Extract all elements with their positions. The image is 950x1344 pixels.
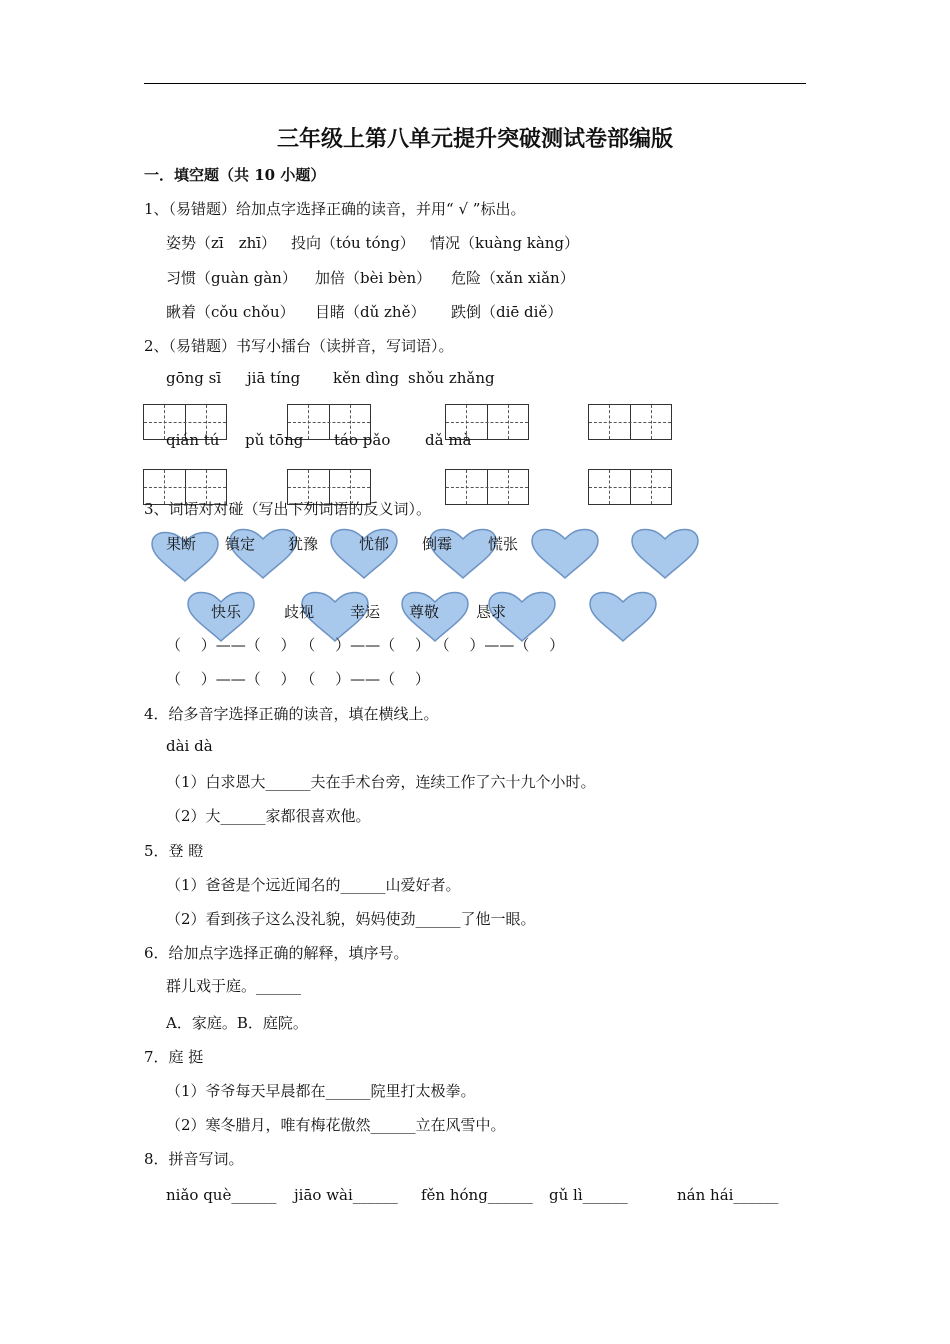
q4-pinyin: dài dà <box>166 737 213 755</box>
q1-item: 情况（kuàng kàng） <box>430 234 580 252</box>
q1-item: 加倍（bèi bèn） <box>315 269 432 287</box>
q5-sentence[interactable]: （2）看到孩子这么没礼貌，妈妈使劲______了他一眼。 <box>166 910 536 928</box>
antonym-word: 快乐 <box>211 603 242 621</box>
q8-item[interactable]: gǔ lì______ <box>549 1186 628 1204</box>
q6-options: A．家庭。B．庭院。 <box>166 1014 308 1032</box>
q1-item: 瞅着（cǒu chǒu） <box>166 303 295 321</box>
q2-pinyin: gōng sī <box>166 369 222 387</box>
q3-stem: 3、词语对对碰（写出下列词语的反义词）。 <box>144 500 432 518</box>
q2-pinyin: kěn dìng <box>333 369 400 387</box>
q4-sentence[interactable]: （1）白求恩大______夫在手术台旁，连续工作了六十九个小时。 <box>166 773 596 791</box>
q7-sentence[interactable]: （1）爷爷每天早晨都在______院里打太极拳。 <box>166 1082 476 1100</box>
q2-pinyin: qián tú <box>166 431 220 449</box>
writing-grid[interactable] <box>445 469 529 505</box>
q2-stem: 2、（易错题）书写小擂台（读拼音，写词语）。 <box>144 337 454 355</box>
antonym-word: 幸运 <box>350 603 381 621</box>
q1-item: 跌倒（diē diě） <box>451 303 563 321</box>
q2-pinyin: táo pǎo <box>334 431 391 449</box>
q8-stem: 8．拼音写词。 <box>144 1150 244 1168</box>
q1-stem: 1、（易错题）给加点字选择正确的读音，并用“ √ ”标出。 <box>144 200 526 218</box>
q5-sentence[interactable]: （1）爸爸是个远近闻名的______山爱好者。 <box>166 876 461 894</box>
q5-stem: 5．登 瞪 <box>144 842 204 860</box>
page-title: 三年级上第八单元提升突破测试卷部编版 <box>276 126 673 152</box>
q2-pinyin: dǎ mà <box>425 431 472 449</box>
q8-item[interactable]: jiāo wài______ <box>294 1186 398 1204</box>
q8-item[interactable]: nán hái______ <box>677 1186 779 1204</box>
antonym-word: 忧郁 <box>359 535 390 553</box>
q4-stem: 4．给多音字选择正确的读音，填在横线上。 <box>144 705 439 723</box>
heart-shape <box>588 589 658 643</box>
q8-item[interactable]: fěn hóng______ <box>421 1186 533 1204</box>
antonym-word: 慌张 <box>488 535 519 553</box>
antonym-blanks[interactable]: （ ）——（ ） （ ）——（ ） （ ）——（ ） <box>166 636 565 654</box>
q7-sentence[interactable]: （2）寒冬腊月，唯有梅花傲然______立在风雪中。 <box>166 1116 506 1134</box>
heart-shape <box>630 526 700 580</box>
antonym-blanks[interactable]: （ ）——（ ） （ ）——（ ） <box>166 670 430 688</box>
q8-item[interactable]: niǎo què______ <box>166 1186 277 1204</box>
antonym-word: 果断 <box>166 535 197 553</box>
heart-shape <box>530 526 600 580</box>
q1-item: 姿势（zī zhī） <box>166 234 277 252</box>
antonym-word: 恳求 <box>476 603 507 621</box>
antonym-word: 倒霉 <box>422 535 453 553</box>
q1-item: 投向（tóu tóng） <box>291 234 415 252</box>
q6-stem: 6．给加点字选择正确的解释，填序号。 <box>144 944 409 962</box>
q2-pinyin: jiā tíng <box>247 369 301 387</box>
q2-pinyin: pǔ tōng <box>245 431 304 449</box>
writing-grid[interactable] <box>588 404 672 440</box>
top-rule <box>144 83 806 84</box>
q7-stem: 7．庭 挺 <box>144 1048 204 1066</box>
antonym-word: 镇定 <box>225 535 256 553</box>
q4-sentence[interactable]: （2）大______家都很喜欢他。 <box>166 807 371 825</box>
q1-item: 目睹（dǔ zhě） <box>315 303 426 321</box>
q1-item: 习惯（guàn gàn） <box>166 269 297 287</box>
q6-sentence[interactable]: 群儿戏于庭。______ <box>166 977 302 995</box>
writing-grid[interactable] <box>588 469 672 505</box>
antonym-word: 歧视 <box>284 603 315 621</box>
section-heading: 一．填空题（共 10 小题） <box>144 166 326 184</box>
antonym-word: 犹豫 <box>288 535 319 553</box>
antonym-word: 尊敬 <box>409 603 440 621</box>
q1-item: 危险（xǎn xiǎn） <box>451 269 575 287</box>
q2-pinyin: shǒu zhǎng <box>408 369 495 387</box>
